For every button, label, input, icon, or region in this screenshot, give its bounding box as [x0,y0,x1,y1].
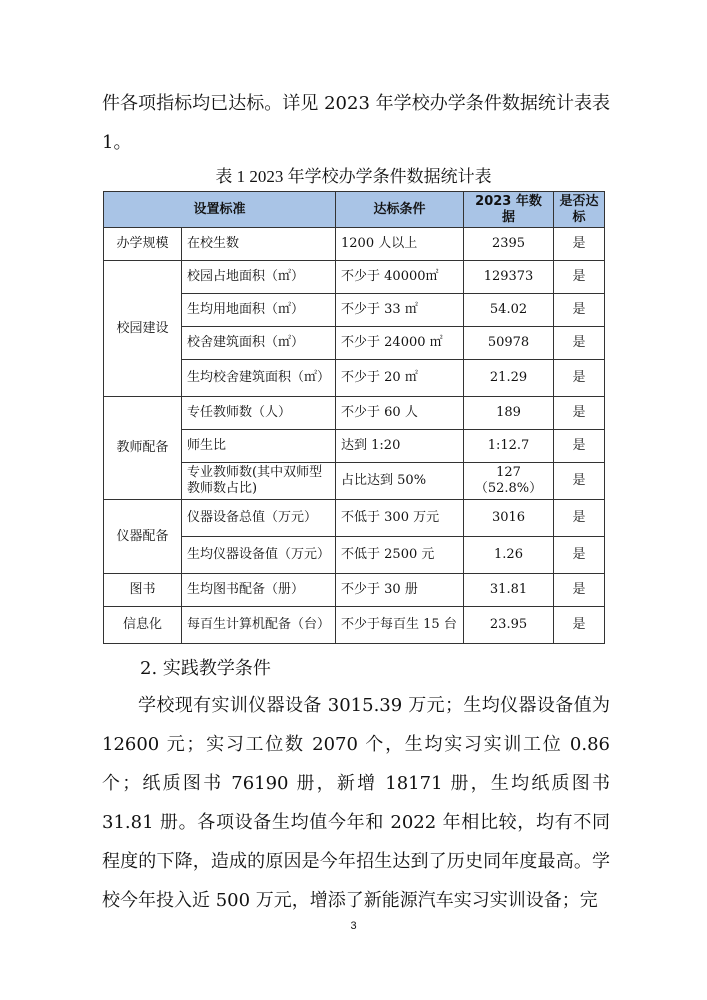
value-cell: 23.95 [464,607,554,644]
section-heading: 2. 实践教学条件 [140,658,271,679]
table-caption: 表 1 2023 年学校办学条件数据统计表 [215,167,492,186]
value-cell: 2395 [464,228,554,261]
value-cell: 31.81 [464,574,554,607]
met-cell: 是 [554,261,605,294]
intro-paragraph: 件各项指标均已达标。详见 2023 年学校办学条件数据统计表表 1。 [102,93,610,153]
table-row [104,397,605,430]
item-cell: 在校生数 [182,228,336,261]
value-cell: 127（52.8%） [464,463,554,500]
value-cell: 129373 [464,261,554,294]
item-cell: 仪器设备总值（万元） [182,500,336,537]
condition-cell: 占比达到 50% [336,463,464,500]
condition-cell: 不少于 30 册 [336,574,464,607]
condition-cell: 1200 人以上 [336,228,464,261]
met-cell: 是 [554,537,605,574]
condition-cell: 不低于 300 万元 [336,500,464,537]
category-cell: 信息化 [104,607,182,644]
category-cell: 图书 [104,574,182,607]
condition-cell: 达到 1:20 [336,430,464,463]
value-cell: 21.29 [464,360,554,397]
value-cell: 50978 [464,327,554,360]
header-condition: 达标条件 [336,192,464,228]
item-cell: 师生比 [182,430,336,463]
met-cell: 是 [554,294,605,327]
met-cell: 是 [554,607,605,644]
value-cell: 1.26 [464,537,554,574]
category-cell: 教师配备 [104,397,182,500]
page-number: 3 [350,920,357,932]
category-cell: 校园建设 [104,261,182,397]
header-standard: 设置标准 [104,192,336,228]
met-cell: 是 [554,397,605,430]
item-cell: 校园占地面积（㎡） [182,261,336,294]
body-paragraph: 学校现有实训仪器设备 3015.39 万元；生均仪器设备值为 12600 元；实习工位数 2070 个，生均实习实训工位 0.86 个；纸质图书 76190 册，新增 18171 册，生均纸质图书 31.81 册。各项设备生均值今年和 2022 年相比较，均有不同程度的下降，造成的原因是今年招生达到了历史同年度最高。学校今年投入近 500 万元，增添了新能源汽车实习实训设备；完 [102,695,610,911]
category-cell: 办学规模 [104,228,182,261]
table-row [104,261,605,294]
item-cell: 生均用地面积（㎡） [182,294,336,327]
value-cell: 3016 [464,500,554,537]
met-cell: 是 [554,327,605,360]
condition-cell: 不少于 33 ㎡ [336,294,464,327]
category-cell: 仪器配备 [104,500,182,574]
table-row [104,574,605,607]
item-cell: 每百生计算机配备（台） [182,607,336,644]
item-cell: 专任教师数（人） [182,397,336,430]
table-row [104,607,605,644]
header-data-2023: 2023 年数据 [464,192,554,228]
met-cell: 是 [554,360,605,397]
condition-cell: 不少于 60 人 [336,397,464,430]
table-row [104,500,605,537]
item-cell: 校舍建筑面积（㎡） [182,327,336,360]
header-met: 是否达标 [554,192,605,228]
value-cell: 54.02 [464,294,554,327]
met-cell: 是 [554,463,605,500]
item-cell: 生均校舍建筑面积（㎡） [182,360,336,397]
value-cell: 189 [464,397,554,430]
table-header-row [104,192,605,228]
met-cell: 是 [554,228,605,261]
condition-cell: 不少于每百生 15 台 [336,607,464,644]
condition-cell: 不少于 40000㎡ [336,261,464,294]
conditions-table [103,191,605,644]
met-cell: 是 [554,500,605,537]
table-row [104,228,605,261]
condition-cell: 不少于 20 ㎡ [336,360,464,397]
table-body [104,228,605,644]
item-cell: 生均图书配备（册） [182,574,336,607]
value-cell: 1:12.7 [464,430,554,463]
met-cell: 是 [554,430,605,463]
item-cell: 生均仪器设备值（万元） [182,537,336,574]
condition-cell: 不少于 24000 ㎡ [336,327,464,360]
condition-cell: 不低于 2500 元 [336,537,464,574]
item-cell: 专业教师数(其中双师型教师数占比) [182,463,336,500]
met-cell: 是 [554,574,605,607]
